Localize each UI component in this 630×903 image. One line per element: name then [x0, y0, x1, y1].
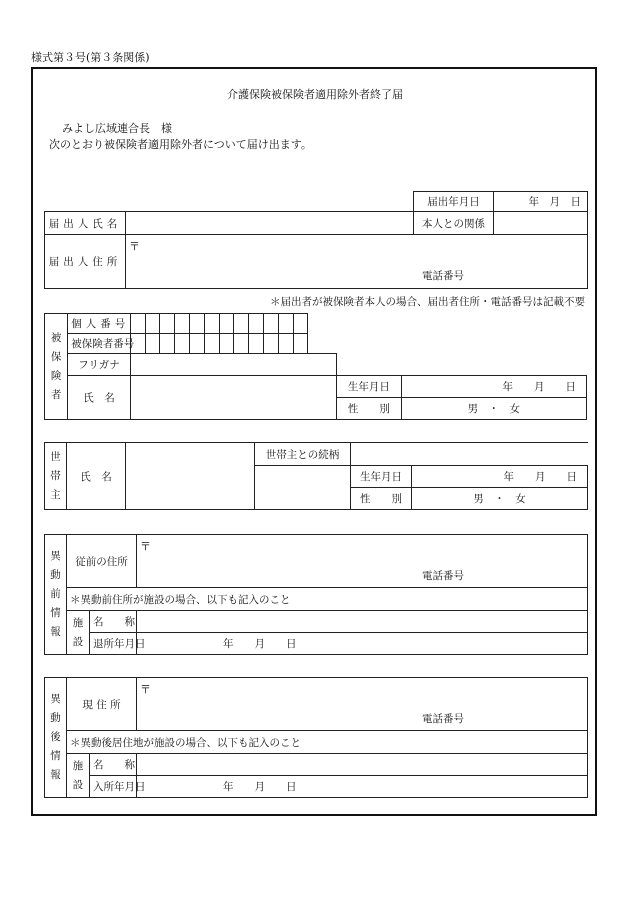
postal-mark: 〒 — [140, 683, 151, 696]
insured-sex-label: 性 別 — [337, 398, 402, 420]
digit-cell[interactable] — [278, 334, 293, 354]
intro-text: 次のとおり被保険者適用除外者について届け出ます。 — [49, 138, 312, 151]
household-table — [44, 442, 588, 510]
digit-cell[interactable] — [293, 334, 308, 354]
notifier-name-label: 届出人氏名 — [45, 212, 126, 235]
relation-field[interactable] — [494, 212, 588, 235]
postal-mark: 〒 — [129, 240, 140, 253]
digit-cell[interactable] — [234, 314, 249, 334]
insured-number-label: 被保険者番号 — [68, 334, 130, 354]
personal-number-label: 個人番号 — [68, 314, 130, 334]
digit-cell[interactable] — [234, 334, 249, 354]
after-address-label: 現 住 所 — [67, 678, 137, 731]
after-note: ＊異動後居住地が施設の場合、以下も記入のこと — [67, 731, 588, 754]
before-address-label: 従前の住所 — [67, 535, 137, 588]
notifier-address-label: 届出人住所 — [45, 235, 126, 289]
insured-table — [44, 313, 587, 420]
tel-label: 電話番号 — [422, 270, 464, 282]
digit-cell[interactable] — [204, 334, 219, 354]
digit-cell[interactable] — [160, 334, 175, 354]
digit-cell[interactable] — [130, 314, 145, 334]
before-facility-name-field[interactable] — [137, 611, 588, 633]
after-facility-label: 施 設 — [67, 754, 90, 798]
digit-cell[interactable] — [219, 314, 234, 334]
household-relation-label: 世帯主との続柄 — [255, 443, 351, 466]
notifier-address-field[interactable] — [126, 235, 588, 289]
before-address-field[interactable] — [137, 535, 588, 588]
digit-cell[interactable] — [293, 314, 308, 334]
household-name-label: 氏 名 — [67, 443, 126, 510]
digit-cell[interactable] — [278, 314, 293, 334]
after-move-table — [44, 677, 588, 798]
insured-sex-value[interactable]: 男 ・ 女 — [401, 398, 586, 420]
household-dob-label: 生年月日 — [351, 466, 412, 488]
digit-cell[interactable] — [204, 314, 219, 334]
household-dob-value[interactable]: 年 月 日 — [412, 466, 588, 488]
after-date-label: 入所年月日 — [90, 776, 137, 798]
digit-cell[interactable] — [175, 314, 190, 334]
furigana-field[interactable] — [130, 354, 336, 376]
insured-name-label: 氏 名 — [68, 376, 130, 420]
digit-cell[interactable] — [264, 334, 279, 354]
insured-dob-value[interactable]: 年 月 日 — [401, 376, 586, 398]
digit-cell[interactable] — [145, 334, 160, 354]
before-note: ＊異動前住所が施設の場合、以下も記入のこと — [67, 588, 588, 611]
notifier-name-field[interactable] — [126, 212, 414, 235]
household-sex-label: 性 別 — [351, 488, 412, 510]
insured-dob-label: 生年月日 — [337, 376, 402, 398]
before-move-table — [44, 534, 588, 655]
postal-mark: 〒 — [140, 540, 151, 553]
tel-label: 電話番号 — [422, 570, 464, 582]
after-facility-name-field[interactable] — [137, 754, 588, 776]
notify-date-value[interactable]: 年 月 日 — [494, 192, 588, 212]
after-section-label: 異 動 後 情 報 — [45, 678, 67, 798]
before-facility-label: 施 設 — [67, 611, 90, 655]
household-sex-value[interactable]: 男 ・ 女 — [412, 488, 588, 510]
form-id: 様式第３号(第３条関係) — [31, 51, 150, 64]
digit-cell[interactable] — [249, 334, 264, 354]
digit-cell[interactable] — [264, 314, 279, 334]
after-date-value[interactable]: 年 月 日 — [137, 776, 588, 798]
tel-label: 電話番号 — [422, 713, 464, 725]
notify-date-label: 届出年月日 — [414, 192, 494, 212]
addressee: みよし広域連合長 様 — [62, 122, 172, 135]
before-date-label: 退所年月日 — [90, 633, 137, 655]
after-address-field[interactable] — [137, 678, 588, 731]
household-relation-field[interactable] — [255, 466, 351, 510]
digit-cell[interactable] — [249, 314, 264, 334]
after-facility-name-label: 名 称 — [90, 754, 137, 776]
household-section-label: 世 帯 主 — [45, 443, 67, 510]
form-title: 介護保険被保険者適用除外者終了届 — [227, 88, 403, 101]
digit-cell[interactable] — [189, 314, 204, 334]
notifier-table — [44, 191, 588, 289]
insured-name-field[interactable] — [130, 376, 336, 420]
digit-cell[interactable] — [160, 314, 175, 334]
relation-label: 本人との関係 — [414, 212, 494, 235]
digit-cell[interactable] — [145, 314, 160, 334]
digit-cell[interactable] — [175, 334, 190, 354]
furigana-label: フリガナ — [68, 354, 130, 376]
digit-cell[interactable] — [189, 334, 204, 354]
notifier-note: ＊届出者が被保険者本人の場合、届出者住所・電話番号は記載不要 — [270, 296, 585, 308]
digit-cell[interactable] — [219, 334, 234, 354]
before-section-label: 異 動 前 情 報 — [45, 535, 67, 655]
household-name-field[interactable] — [126, 443, 255, 510]
before-date-value[interactable]: 年 月 日 — [137, 633, 588, 655]
insured-section-label: 被 保 険 者 — [45, 314, 68, 420]
before-facility-name-label: 名 称 — [90, 611, 137, 633]
